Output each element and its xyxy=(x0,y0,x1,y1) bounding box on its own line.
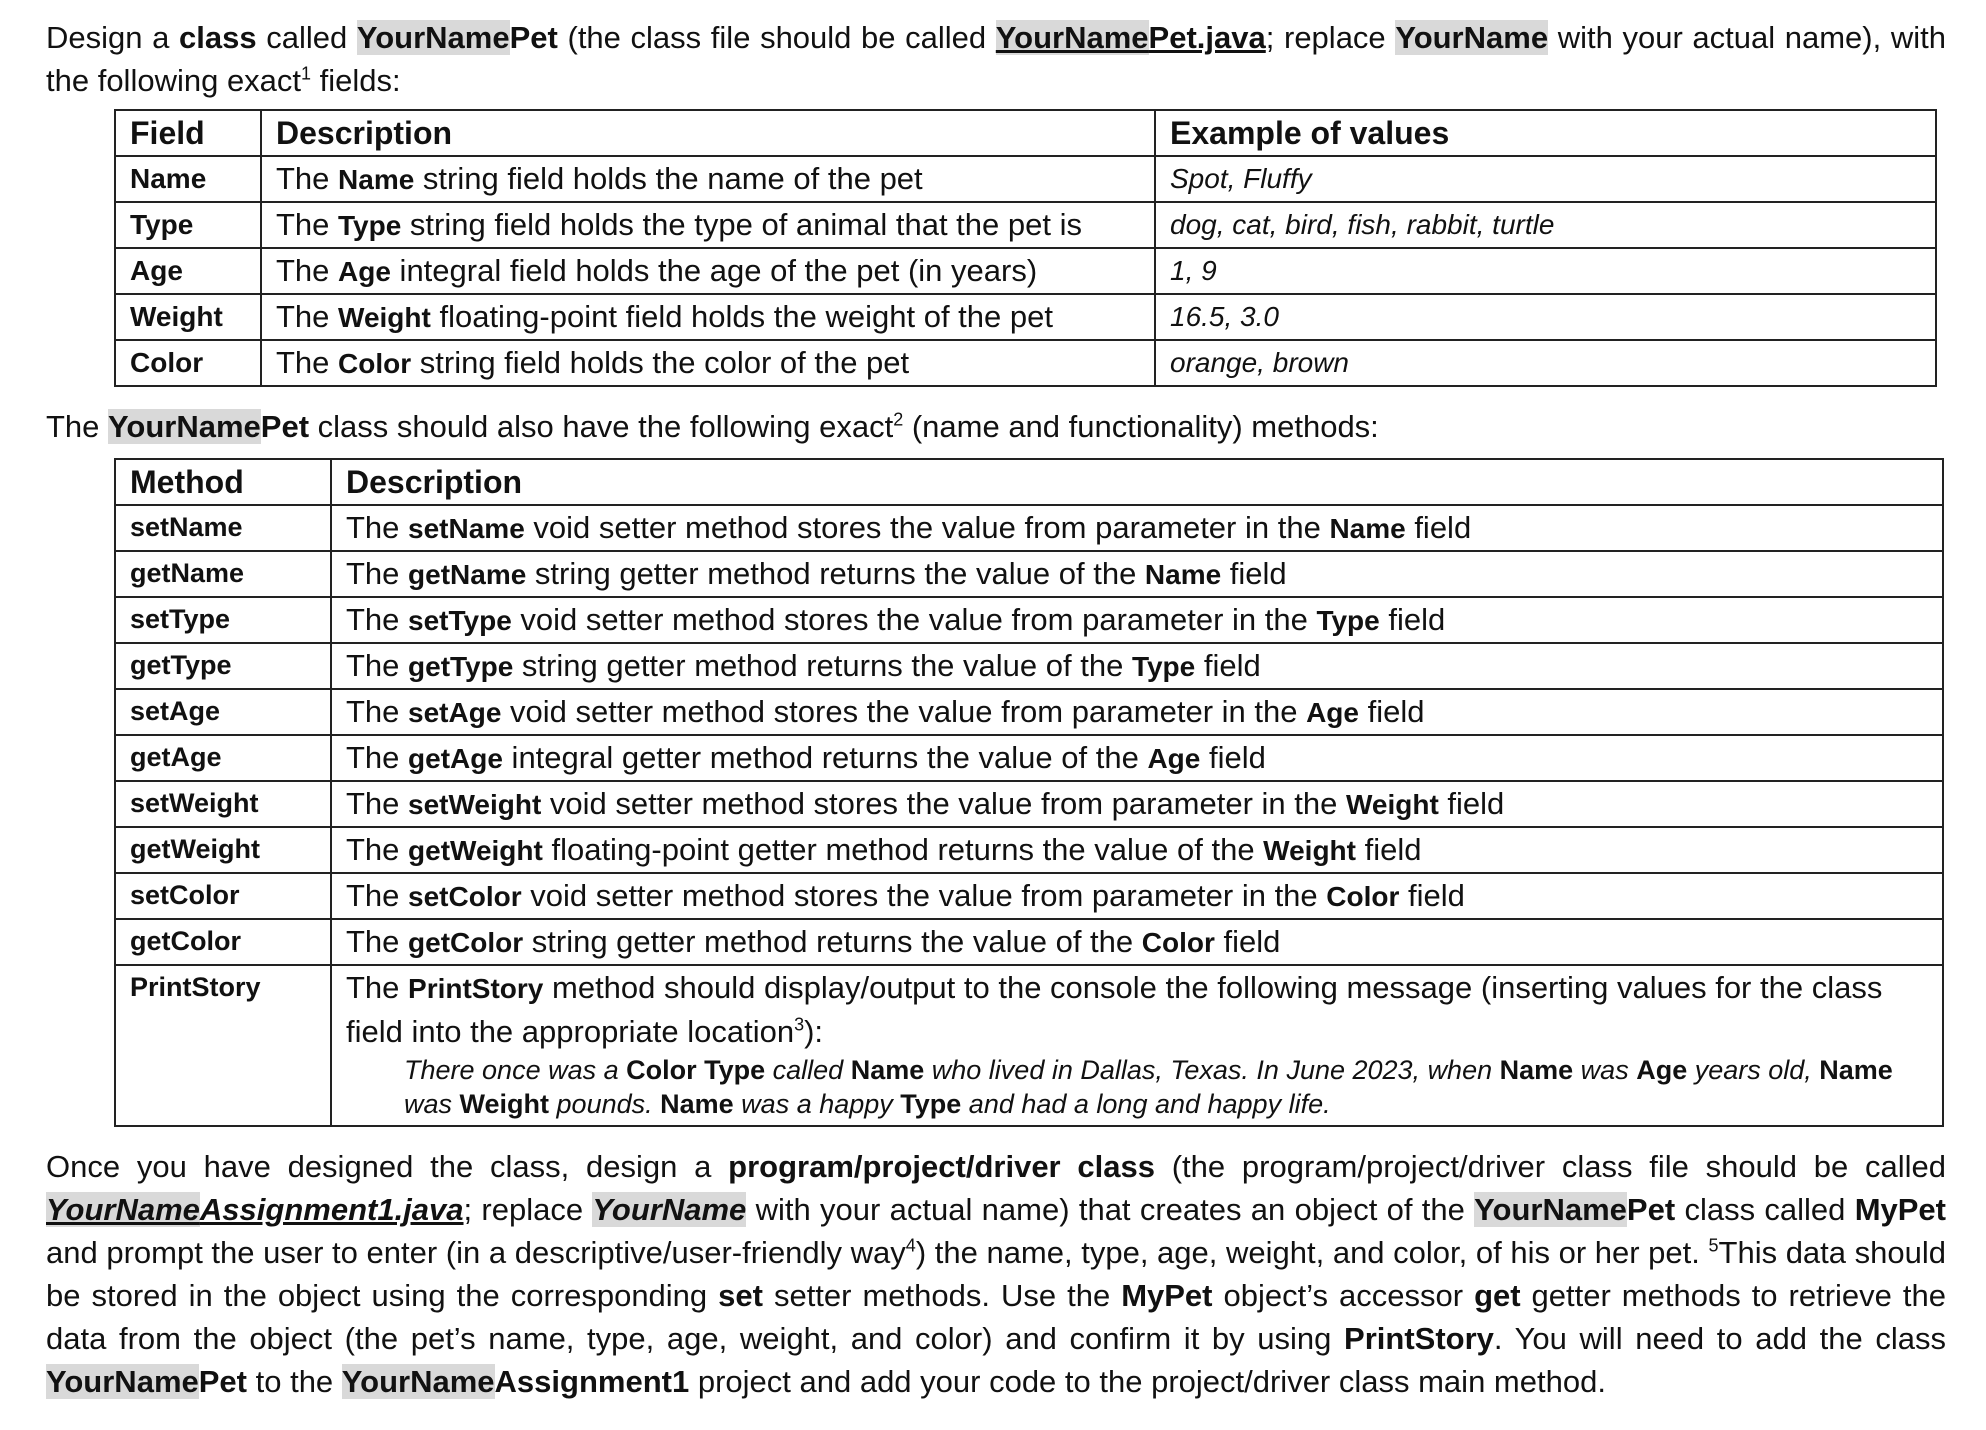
class-name-suffix: Pet xyxy=(509,20,558,55)
field-name: Age xyxy=(115,248,261,294)
project-name-suffix: Assignment1 xyxy=(494,1364,690,1399)
method-description: The setName void setter method stores the value from parameter in the Name field xyxy=(331,505,1943,551)
method-name: setAge xyxy=(115,689,331,735)
method-name: setWeight xyxy=(115,781,331,827)
pdc-term: program/project/driver class xyxy=(728,1149,1155,1184)
methods-intro-paragraph: The YourNamePet class should also have the following exact$^2$ (name and functionality) methods: xyxy=(46,409,1379,444)
method-description: The getAge integral getter method returns the value of the Age field xyxy=(331,735,1943,781)
fields-table xyxy=(114,109,1937,387)
file-name-highlight: YourName xyxy=(46,1192,200,1227)
table-row xyxy=(115,551,1943,597)
document-page xyxy=(46,16,1946,1403)
intro-text: ; replace xyxy=(1265,20,1396,55)
object-name: MyPet xyxy=(1121,1278,1213,1313)
table-row xyxy=(115,689,1943,735)
method-name: setName xyxy=(115,505,331,551)
field-example: 16.5, 3.0 xyxy=(1155,294,1936,340)
table-row xyxy=(115,340,1936,386)
method-name: getName xyxy=(115,551,331,597)
method-name: getColor xyxy=(115,919,331,965)
file-name-suffix: Assignment1.java xyxy=(199,1192,464,1227)
field-description: The Type string field holds the type of animal that the pet is xyxy=(261,202,1155,248)
header-description: Description xyxy=(261,110,1155,156)
class-name-highlight: YourName xyxy=(46,1364,199,1399)
method-description: The getName string getter method returns the value of the Name field xyxy=(331,551,1943,597)
field-name: Color xyxy=(115,340,261,386)
table-row xyxy=(115,202,1936,248)
intro-text: with your actual name), with the following exact xyxy=(46,20,1946,98)
header-method: Method xyxy=(115,459,331,505)
table-row xyxy=(115,827,1943,873)
class-name-highlight: YourName xyxy=(1474,1192,1627,1227)
method-description: The PrintStory method should display/output to the console the following message (inserting values for the class field into the appropriate location$^3$): There once was a Color Type called Name who lived in Dallas, Texas. In June 2023, when Name was Age years old, Name was Weight pounds. Name was a happy Type and had a long and happy life. xyxy=(331,965,1943,1126)
header-description: Description xyxy=(331,459,1943,505)
intro-text: fields: xyxy=(311,63,401,98)
set-keyword: set xyxy=(718,1278,763,1313)
replace-name-highlight: YourName xyxy=(1395,20,1549,55)
table-row xyxy=(115,597,1943,643)
fields-header-row xyxy=(115,110,1936,156)
field-example: 1, 9 xyxy=(1155,248,1936,294)
table-row xyxy=(115,873,1943,919)
printstory-term: PrintStory xyxy=(1344,1321,1494,1356)
field-example: orange, brown xyxy=(1155,340,1936,386)
header-example: Example of values xyxy=(1155,110,1936,156)
table-row xyxy=(115,643,1943,689)
table-row xyxy=(115,919,1943,965)
intro-paragraph xyxy=(46,16,1946,102)
method-name: setType xyxy=(115,597,331,643)
class-keyword: class xyxy=(179,20,257,55)
footnote-ref: 2 xyxy=(893,409,904,430)
header-field: Field xyxy=(115,110,261,156)
method-description: The setWeight void setter method stores the value from parameter in the Weight field xyxy=(331,781,1943,827)
field-description: The Color string field holds the color of the pet xyxy=(261,340,1155,386)
method-name: getAge xyxy=(115,735,331,781)
field-example: Spot, Fluffy xyxy=(1155,156,1936,202)
intro-text: called xyxy=(256,20,357,55)
method-description: The setType void setter method stores the value from parameter in the Type field xyxy=(331,597,1943,643)
class-name-highlight: YourName xyxy=(108,409,261,444)
table-row xyxy=(115,505,1943,551)
class-name-suffix: Pet xyxy=(198,1364,247,1399)
file-name-suffix: Pet.java xyxy=(1148,20,1266,55)
field-example: dog, cat, bird, fish, rabbit, turtle xyxy=(1155,202,1936,248)
method-description: The setAge void setter method stores the value from parameter in the Age field xyxy=(331,689,1943,735)
method-name: PrintStory xyxy=(115,965,331,1126)
method-name: getType xyxy=(115,643,331,689)
field-name: Name xyxy=(115,156,261,202)
class-name-suffix: Pet xyxy=(260,409,310,444)
field-description: The Weight floating-point field holds the weight of the pet xyxy=(261,294,1155,340)
method-description: The getType string getter method returns the value of the Type field xyxy=(331,643,1943,689)
object-name: MyPet xyxy=(1854,1192,1946,1227)
table-row-printstory xyxy=(115,965,1943,1126)
closing-paragraph: Once you have designed the class, design a program/project/driver class (the program/project/driver class file should be called YourNameAssignment1.java; replace YourName with your actual name) that creates an object of the YourNamePet class called MyPet and prompt the user to enter (in a descriptive/user-friendly way$^4$) the name, type, age, weight, and color, of his or her pet. $^5$This data should be stored in the object using the corresponding set setter methods. Use the MyPet object’s accessor get getter methods to retrieve the data from the object (the pet’s name, type, age, weight, and color) and confirm it by using PrintStory. You will need to add the class YourNamePet to the YourNameAssignment1 project and add your code to the project/driver class main method. xyxy=(46,1149,1947,1399)
story-template: There once was a Color Type called Name who lived in Dallas, Texas. In June 2023, when Name was Age years old, Name was Weight pounds. Name was a happy Type and had a long and happy life. xyxy=(404,1055,1893,1119)
method-description: The getWeight floating-point getter method returns the value of the Weight field xyxy=(331,827,1943,873)
footnote-ref: 3 xyxy=(794,1014,805,1035)
method-name: setColor xyxy=(115,873,331,919)
footnote-ref: 4 xyxy=(905,1235,916,1256)
table-row xyxy=(115,781,1943,827)
intro-text: Design a xyxy=(46,20,180,55)
replace-name-highlight: YourName xyxy=(592,1192,747,1227)
field-name: Type xyxy=(115,202,261,248)
methods-header-row xyxy=(115,459,1943,505)
method-description: The setColor void setter method stores the value from parameter in the Color field xyxy=(331,873,1943,919)
table-row xyxy=(115,735,1943,781)
intro-text: (the class file should be called xyxy=(557,20,996,55)
project-name-highlight: YourName xyxy=(341,1364,495,1399)
field-description: The Age integral field holds the age of the pet (in years) xyxy=(261,248,1155,294)
footnote-ref: 1 xyxy=(301,63,312,84)
method-name: getWeight xyxy=(115,827,331,873)
method-description: The getColor string getter method returns the value of the Color field xyxy=(331,919,1943,965)
class-name-highlight: YourName xyxy=(356,20,510,55)
file-name-highlight: YourName xyxy=(995,20,1149,55)
get-keyword: get xyxy=(1474,1278,1521,1313)
table-row xyxy=(115,156,1936,202)
methods-table xyxy=(114,458,1944,1127)
class-name-suffix: Pet xyxy=(1626,1192,1676,1227)
field-name: Weight xyxy=(115,294,261,340)
footnote-ref: 5 xyxy=(1708,1235,1719,1256)
field-description: The Name string field holds the name of the pet xyxy=(261,156,1155,202)
table-row xyxy=(115,294,1936,340)
table-row xyxy=(115,248,1936,294)
